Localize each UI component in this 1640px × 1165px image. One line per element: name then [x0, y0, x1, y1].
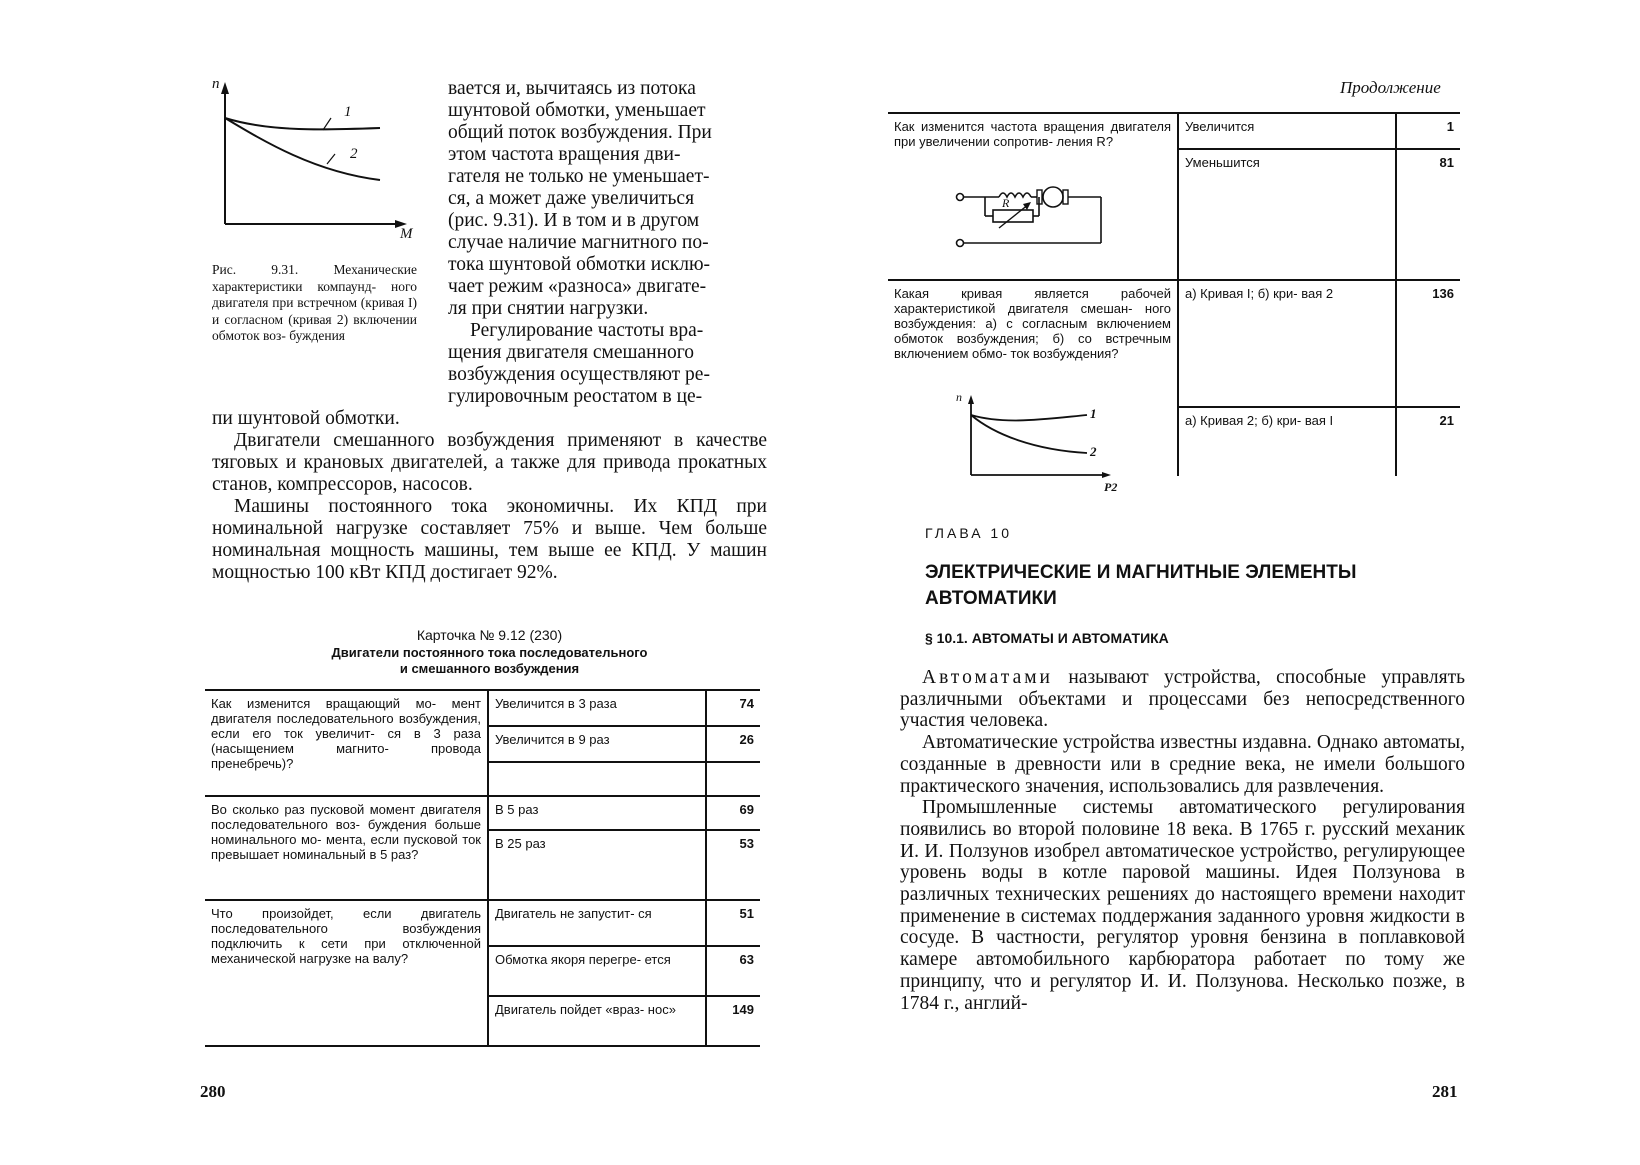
column-line: гулировочным реостатом в це-: [448, 386, 703, 407]
left-column-text: [448, 78, 766, 408]
motor-icon: [1043, 187, 1063, 207]
column-line: этом частота вращения дви-: [448, 144, 681, 165]
page-number-right: 281: [1432, 1082, 1458, 1101]
curve-label-1: 1: [1090, 406, 1097, 421]
answer-cell: Увеличится в 9 раз: [488, 726, 706, 762]
answer-cell: а) Кривая 2; б) кри- вая I: [1178, 407, 1396, 476]
left-main-text: [212, 408, 767, 584]
curve-label-1: 1: [344, 104, 352, 120]
paragraph: Промышленные системы автоматического регулирования появились во второй половине 18 века. В 1765 г. русский механик И. И. Ползунов изобрел автоматическое устройство, регулирующее уровень воды в котле паровой машины. Идея Ползунова в различных технических решениях до настоящего времени находит применение в системах поддержания заданного уровня жидкости в сосуде. В частности, регулятор уровня бензина в поплавковой камере автомобильного карбюратора работает по тому же принципу, что и регулятор И. И. Ползунова. Несколько позже, в 1784 г., англий-: [900, 797, 1465, 1014]
answer-code: 81: [1396, 149, 1460, 280]
answer-code: 63: [706, 946, 760, 996]
column-line: шунтовой обмотки, уменьшает: [448, 100, 706, 121]
curve-1: [225, 118, 380, 129]
answer-cell: Уменьшится: [1178, 149, 1396, 280]
axis-label-p2: P2: [1104, 480, 1118, 494]
column-line: случае наличие магнитного по-: [448, 232, 709, 253]
chapter-title: АВТОМАТИКИ: [925, 588, 1057, 609]
figure-9-31-graph: [215, 80, 415, 245]
column-line: вается и, вычитаясь из потока: [448, 78, 696, 99]
column-line: тока шунтовой обмотки исклю-: [448, 254, 711, 275]
curve-label-2: 2: [350, 146, 358, 162]
answer-cell: Увеличится: [1178, 113, 1396, 149]
axis-label-n: n: [956, 390, 962, 404]
card-subtitle: Двигатели постоянного тока последовательного: [331, 645, 648, 660]
column-line: щения двигателя смешанного: [448, 342, 695, 363]
question-cell: Как изменится вращающий мо- мент двигателя последовательного возбуждения, если его ток увеличит- ся в 3 раза (насыщением магнито- провода пренебречь)?: [205, 690, 488, 796]
answer-code: 1: [1396, 113, 1460, 149]
answer-cell: [488, 762, 706, 796]
paragraph: Двигатели смешанного возбуждения применяют в качестве тяговых и крановых двигателей, а также для привода прокатных станов, компрессоров, насосов.: [212, 430, 767, 495]
page-number-left: 280: [200, 1082, 226, 1101]
answer-code: 69: [706, 796, 760, 830]
answer-cell: Увеличится в 3 раза: [488, 690, 706, 726]
answer-cell: Двигатель пойдет «враз- нос»: [488, 996, 706, 1046]
text-line: пи шунтовой обмотки.: [212, 408, 400, 429]
answer-code: 149: [706, 996, 760, 1046]
answer-cell: а) Кривая I; б) кри- вая 2: [1178, 280, 1396, 407]
column-line: общий поток возбуждения. При: [448, 122, 712, 143]
column-line: гателя не только не уменьшает-: [448, 166, 710, 187]
answer-cell: В 25 раз: [488, 830, 706, 900]
column-line: чает режим «разноса» двигате-: [448, 276, 707, 297]
chapter-label: ГЛАВА 10: [925, 525, 1012, 541]
axis-label-n: n: [212, 76, 220, 92]
card-subtitle: и смешанного возбуждения: [399, 661, 580, 676]
paragraph: [900, 667, 1465, 732]
answer-code: 136: [1432, 286, 1454, 301]
answer-cell: В 5 раз: [488, 796, 706, 830]
answer-code: 53: [706, 830, 760, 900]
column-line: ля при снятии нагрузки.: [448, 298, 649, 319]
circuit-diagram: [955, 180, 1115, 260]
answer-code: 21: [1396, 407, 1460, 476]
question-text: Как изменится частота вращения двигателя при увеличении сопротив- ления R?: [894, 119, 1171, 149]
column-line: ся, а может даже увеличиться: [448, 188, 695, 209]
card-title: Карточка № 9.12 (230): [416, 627, 563, 643]
figure-caption: Рис. 9.31. Механические характеристики компаунд- ного двигателя при встречном (кривая I) и согласном (кривая 2) включении обмоток воз- буждения: [212, 262, 417, 343]
answer-cell: Двигатель не запустит- ся: [488, 900, 706, 946]
question-cell: Во сколько раз пусковой момент двигателя последовательного воз- буждения больше номинального мо- мента, если пусковой ток превышает номинальный в 5 раз?: [205, 796, 488, 900]
column-line: (рис. 9.31). И в том и в другом: [448, 210, 700, 231]
chapter-title: ЭЛЕКТРИЧЕСКИЕ И МАГНИТНЫЕ ЭЛЕМЕНТЫ: [925, 562, 1357, 583]
section-heading: § 10.1. АВТОМАТЫ И АВТОМАТИКА: [925, 630, 1169, 646]
answer-code: 51: [706, 900, 760, 946]
curve-label-2: 2: [1090, 444, 1097, 459]
right-main-text: [900, 667, 1465, 1014]
answer-code: [706, 762, 760, 796]
column-line: возбуждения осуществляют ре-: [448, 364, 710, 385]
curve-1: [971, 415, 1087, 420]
paragraph: Машины постоянного тока экономичны. Их КПД при номинальной нагрузке составляет 75% и выше. Чем больше номинальная мощность машины, тем выше ее КПД. У машин мощностью 100 кВт КПД достигает 92%.: [212, 496, 767, 583]
paragraph-text: называют устройства, способные управлять различными объектами и процессами без непосредственного участия человека.: [900, 667, 1465, 732]
continuation-label: Продолжение: [1340, 78, 1441, 97]
axis-label-m: M: [400, 226, 413, 242]
spaced-term: Автоматами: [922, 667, 1053, 688]
question-cell: Что произойдет, если двигатель последовательного возбуждения подключить к сети при отключенной механической нагрузке на валу?: [205, 900, 488, 1046]
circuit-label-r: R: [1002, 196, 1010, 210]
answer-code: 74: [706, 690, 760, 726]
card-table-left: [205, 689, 760, 1047]
column-line: Регулирование частоты вра-: [470, 320, 704, 341]
answer-cell: Обмотка якоря перегре- ется: [488, 946, 706, 996]
answer-code: 26: [706, 726, 760, 762]
question-text: Какая кривая является рабочей характеристикой двигателя смешан- ного возбуждения: а) с согласным включением обмоток возбуждения; б) со встречным включением обмо- ток возбуждения?: [894, 286, 1171, 361]
paragraph: Автоматические устройства известны издавна. Однако автоматы, созданные в древности или в средние века, не имели большого практического значения, использовались для развлечения.: [900, 732, 1465, 797]
